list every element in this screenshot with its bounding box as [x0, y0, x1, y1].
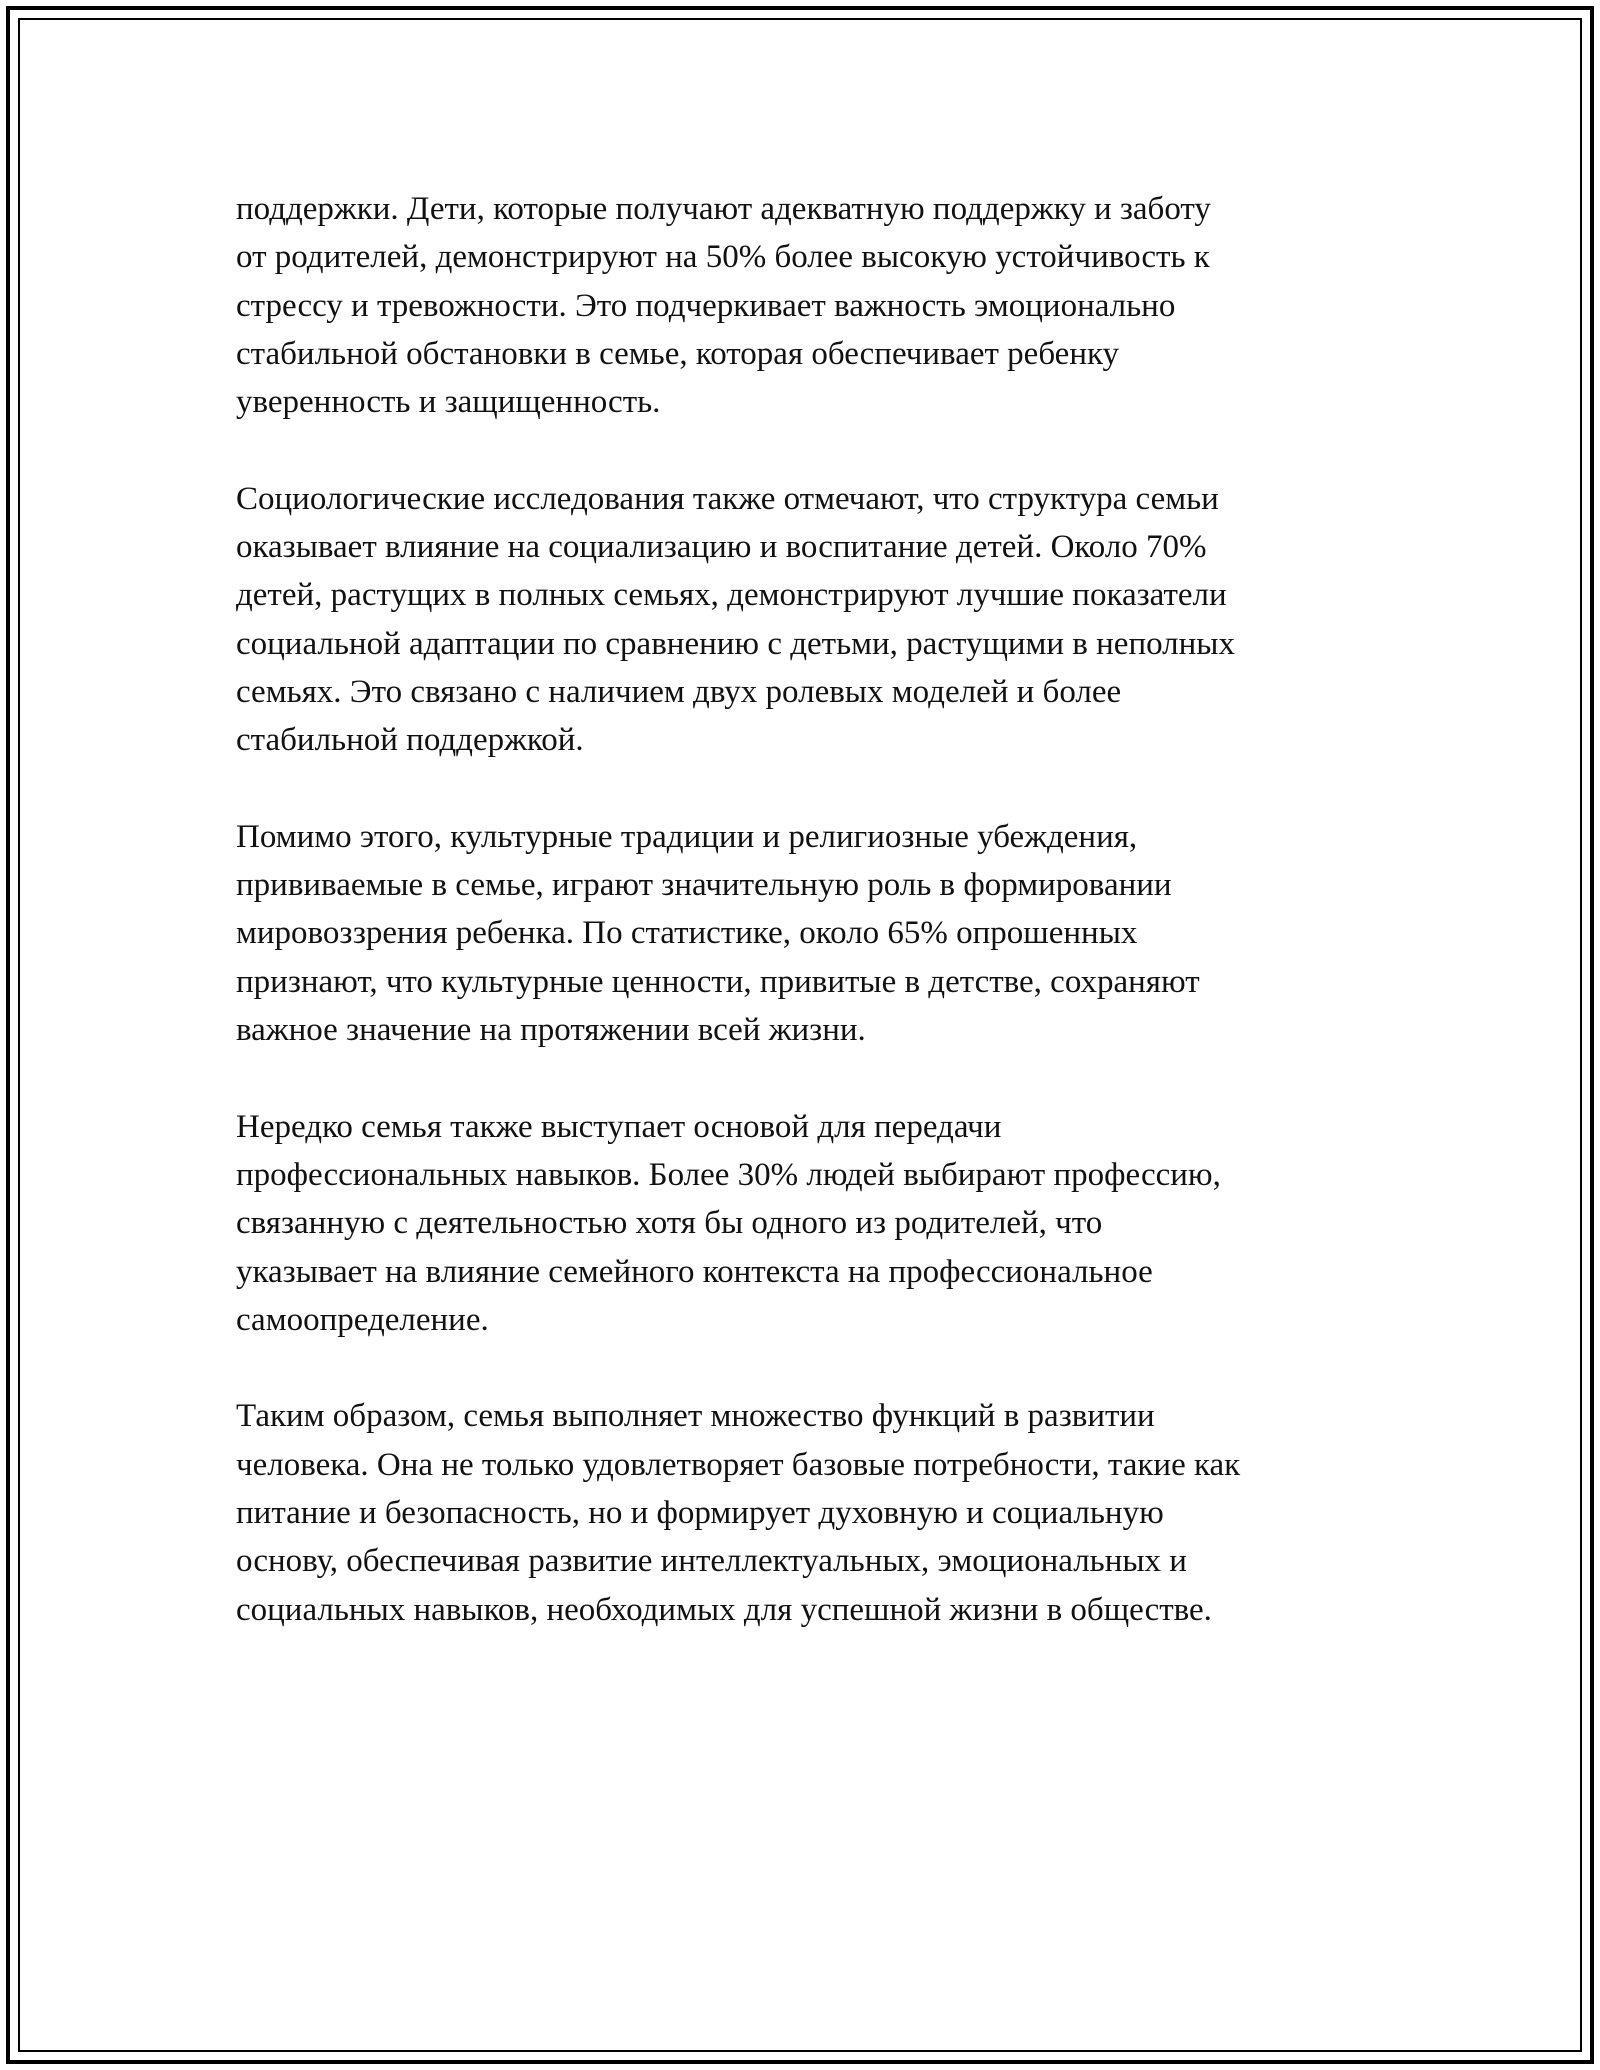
paragraph-conclusion [236, 1392, 1366, 1633]
text-line: прививаемые в семье, играют значительную роль в формировании [236, 867, 1172, 904]
text-line: поддержки. Дети, которые получают адекватную поддержку и заботу [236, 191, 1211, 227]
text-line: социальной адаптации по сравнению с детьми, растущими в неполных [236, 625, 1235, 662]
paragraph-professional-skills [236, 1103, 1366, 1344]
text-line: питание и безопасность, но и формирует духовную и социальную [236, 1495, 1164, 1532]
text-line: детей, растущих в полных семьях, демонстрируют лучшие показатели [236, 577, 1227, 614]
text-line: указывает на влияние семейного контекста на профессиональное [236, 1253, 1153, 1290]
text-line: оказывает влияние на социализацию и воспитание детей. Около 70% [236, 529, 1207, 566]
text-line: Социологические исследования также отмечают, что структура семьи [236, 480, 1219, 517]
text-line: мировоззрения ребенка. По статистике, около 65% опрошенных [236, 915, 1138, 952]
text-line: стрессу и тревожности. Это подчеркивает важность эмоционально [236, 287, 1176, 324]
text-line: Нередко семья также выступает основой для передачи [236, 1108, 1002, 1145]
text-line: человека. Она не только удовлетворяет базовые потребности, такие как [236, 1446, 1241, 1483]
text-line: основу, обеспечивая развитие интеллектуальных, эмоциональных и [236, 1543, 1187, 1580]
text-line: важное значение на протяжении всей жизни. [236, 1012, 866, 1049]
text-line: связанную с деятельностью хотя бы одного из родителей, что [236, 1205, 1103, 1242]
text-line: уверенность и защищенность. [236, 384, 661, 421]
text-line: признают, что культурные ценности, привитые в детстве, сохраняют [236, 963, 1200, 1000]
text-line: самоопределение. [236, 1301, 489, 1338]
paragraph-support [236, 185, 1366, 426]
paragraph-family-structure [236, 475, 1366, 765]
text-line: от родителей, демонстрируют на 50% более высокую устойчивость к [236, 239, 1210, 276]
text-line: Помимо этого, культурные традиции и религиозные убеждения, [236, 818, 1138, 855]
paragraph-cultural-traditions [236, 813, 1366, 1054]
text-line: профессиональных навыков. Более 30% людей выбирают профессию, [236, 1156, 1221, 1193]
text-line: социальных навыков, необходимых для успешной жизни в обществе. [236, 1591, 1212, 1628]
text-line: семьях. Это связано с наличием двух ролевых моделей и более [236, 673, 1122, 710]
text-line: стабильной поддержкой. [236, 722, 584, 759]
document-body [236, 185, 1366, 1682]
text-line: стабильной обстановки в семье, которая обеспечивает ребенку [236, 335, 1120, 372]
text-line: Таким образом, семья выполняет множество функций в развитии [236, 1398, 1155, 1435]
